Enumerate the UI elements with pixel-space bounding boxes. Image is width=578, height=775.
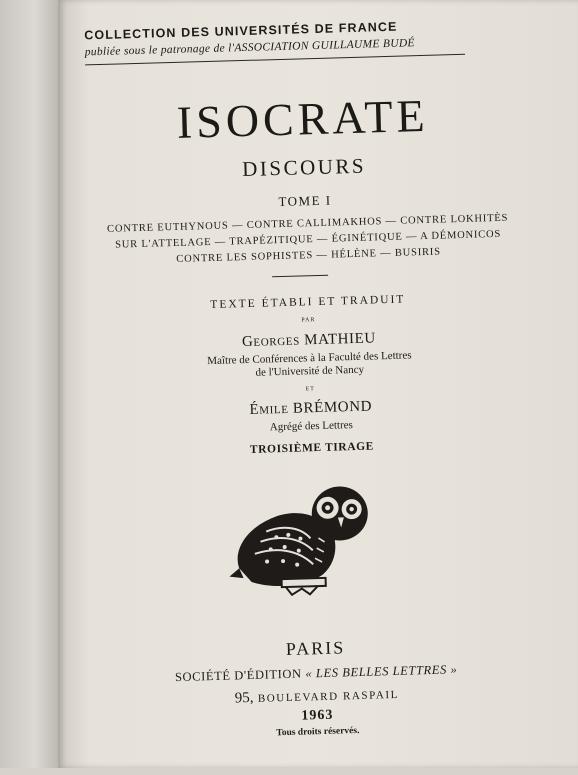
works-line: CONTRE LES SOPHISTES — HÉLÈNE — BUSIRIS	[176, 246, 441, 265]
address-street: BOULEVARD RASPAIL	[257, 688, 400, 705]
section-rule	[272, 275, 328, 278]
title-page-content	[50, 0, 578, 775]
patronage-line: publiée sous le patronage de l'ASSOCIATION GUILLAUME BUDÉ	[84, 37, 415, 59]
affiliation-line: Maître de Conférences à la Faculté des Lettres	[207, 349, 412, 368]
adjacent-page-edge	[0, 0, 58, 768]
imprint-year: 1963	[301, 707, 334, 724]
author-2-affiliation: Agrégé des Lettres	[269, 419, 354, 434]
et-label: ET	[305, 386, 316, 393]
imprint-city: PARIS	[285, 637, 346, 660]
works-list	[78, 210, 539, 271]
owl-icon	[225, 476, 378, 600]
par-label: PAR	[301, 317, 316, 324]
collection-name: COLLECTION DES UNIVERSITÉS DE FRANCE	[84, 19, 398, 43]
edition-statement: TEXTE ÉTABLI ET TRADUIT	[210, 293, 406, 312]
volume-label: TOME I	[278, 192, 332, 210]
address-number: 95,	[234, 689, 254, 707]
author-1-name: Georges MATHIEU	[241, 330, 377, 351]
works-line: SUR L'ATTELAGE — TRAPÉZITIQUE — ÉGINÉTIQUE — A DÉMONICOS	[115, 228, 502, 251]
publisher-name: « LES BELLES LETTRES »	[305, 662, 458, 681]
title-page	[58, 0, 578, 768]
works-line: CONTRE EUTHYNOUS — CONTRE CALLIMAKHOS — CONTRE LOKHITÈS	[106, 212, 509, 235]
publisher-prefix: SOCIÉTÉ D'ÉDITION	[174, 666, 302, 685]
book-subtitle: DISCOURS	[241, 153, 367, 182]
author-2-name: Émile BRÉMOND	[249, 398, 373, 418]
book-title: ISOCRATE	[176, 89, 430, 148]
rights-notice: Tous droits réservés.	[276, 726, 360, 739]
affiliation-line: de l'Université de Nancy	[255, 363, 365, 379]
printing-label: TROISIÈME TIRAGE	[249, 440, 375, 456]
